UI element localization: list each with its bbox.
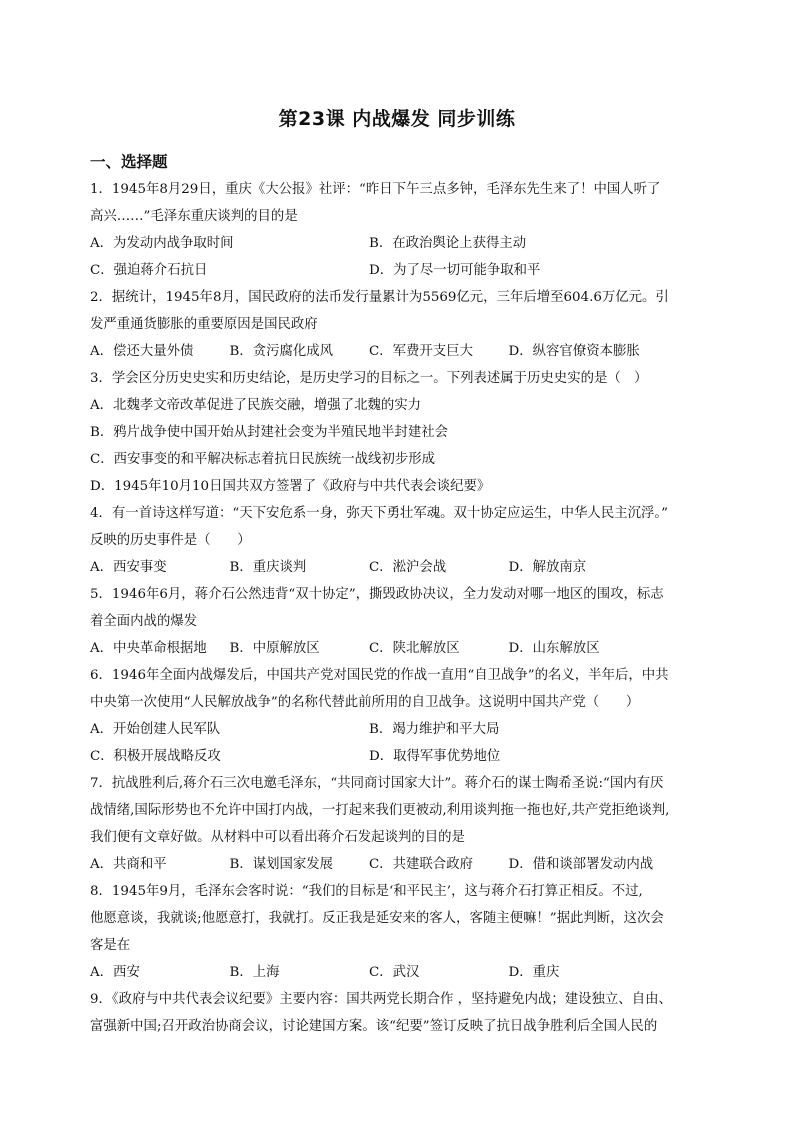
question-stem: 他愿意谈，我就谈;他愿意打，我就打。反正我是延安来的客人，客随主便嘛！”据此判断，这次会 xyxy=(90,911,664,926)
question-6 xyxy=(90,662,715,770)
option-c: C．军费开支巨大 xyxy=(369,344,473,359)
option-c: C．淞沪会战 xyxy=(369,560,447,575)
question-7 xyxy=(90,770,715,878)
question-stem: 3．学会区分历史史实和历史结论，是历史学习的目标之一。下列表述属于历史史实的是（ ） xyxy=(90,371,648,386)
question-5 xyxy=(90,581,715,662)
option-b: B．竭力维护和平大局 xyxy=(369,722,500,737)
page-title: 第23课 内战爆发 同步训练 xyxy=(278,108,516,130)
question-3 xyxy=(90,365,715,500)
options-row xyxy=(90,851,715,878)
question-stem: 2．据统计，1945年8月，国民政府的法币发行量累计为5569亿元，三年后增至604.6万亿元。引 xyxy=(90,290,669,305)
question-stem: 6．1946年全面内战爆发后，中国共产党对国民党的作战一直用“自卫战争”的名义，半年后，中共 xyxy=(90,668,669,683)
question-1 xyxy=(90,176,715,284)
option-c: C．陕北解放区 xyxy=(369,641,460,656)
question-stem: 着全面内战的爆发 xyxy=(90,614,198,629)
question-stem: 8．1945年9月，毛泽东会客时说：“我们的目标是‘和平民主’，这与蒋介石打算正相反。不过, xyxy=(90,884,643,899)
question-stem: 4．有一首诗这样写道：“天下安危系一身，弥天下勇壮军魂。双十协定应运生，中华人民主沉浮。” xyxy=(90,506,668,521)
option-d: D．解放南京 xyxy=(508,560,587,575)
option-c: C．积极开展战略反攻 xyxy=(90,749,221,764)
question-stem: 战情绪,国际形势也不允许中国打内战，一打起来我们更被动,利用谈判拖一拖也好,共产党拒绝谈判, xyxy=(90,803,670,818)
question-stem: 我们便有文章好做。从材料中可以看出蒋介石发起谈判的目的是 xyxy=(90,830,465,845)
question-stem: 7．抗战胜利后,蒋介石三次电邀毛泽东，“共同商讨国家大计”。蒋介石的谋士陶希圣说:“国内有厌 xyxy=(90,776,664,791)
question-4 xyxy=(90,500,715,581)
question-stem: 高兴……”毛泽东重庆谈判的目的是 xyxy=(90,209,298,224)
options-row xyxy=(90,716,715,743)
question-stem: 5．1946年6月，蒋介石公然违背“双十协定”，撕毁政协决议，全力发动对哪一地区的围攻，标志 xyxy=(90,587,664,602)
option-d: D．为了尽一切可能争取和平 xyxy=(369,263,541,278)
options-row xyxy=(90,959,715,986)
question-stem: 反映的历史事件是（ ） xyxy=(90,533,251,548)
question-stem: 中央第一次使用“人民解放战争”的名称代替此前所用的自卫战争。这说明中国共产党（ ） xyxy=(90,695,640,710)
option-b: B．贪污腐化成风 xyxy=(229,344,334,359)
option-b: B．在政治舆论上获得主动 xyxy=(369,236,527,251)
question-2 xyxy=(90,284,715,365)
option-d: D．重庆 xyxy=(508,965,560,980)
options-row xyxy=(90,635,715,662)
question-stem: 发严重通货膨胀的重要原因是国民政府 xyxy=(90,317,318,332)
options-row xyxy=(90,257,715,284)
option-b: B．鸦片战争使中国开始从封建社会变为半殖民地半封建社会 xyxy=(90,425,448,440)
option-a: A．西安事变 xyxy=(90,560,167,575)
option-a: A．开始创建人民军队 xyxy=(90,722,221,737)
option-d: D．借和谈部署发动内战 xyxy=(508,857,654,872)
option-b: B．重庆谈判 xyxy=(229,560,307,575)
option-a: A．北魏孝文帝改革促进了民族交融，增强了北魏的实力 xyxy=(90,398,422,413)
question-stem: 富强新中国;召开政治协商会议，讨论建国方案。该“纪要”签订反映了抗日战争胜利后全国人民的 xyxy=(90,1019,658,1034)
question-stem: 客是在 xyxy=(90,938,131,953)
options-row xyxy=(90,554,715,581)
option-a: A．为发动内战争取时间 xyxy=(90,236,234,251)
option-b: B．上海 xyxy=(229,965,280,980)
option-d: D．纵容官僚资本膨胀 xyxy=(508,344,640,359)
option-b: B．谋划国家发展 xyxy=(229,857,334,872)
section-heading: 一、选择题 xyxy=(90,153,168,171)
option-b: B．中原解放区 xyxy=(229,641,320,656)
question-9 xyxy=(90,986,715,1040)
option-a: A．共商和平 xyxy=(90,857,167,872)
options-row xyxy=(90,230,715,257)
question-8 xyxy=(90,878,715,986)
options-row xyxy=(90,743,715,770)
option-c: C．共建联合政府 xyxy=(369,857,473,872)
question-stem: 9．《政府与中共代表会议纪要》主要内容：国共两党长期合作 ，坚持避免内战；建设独立、自由、 xyxy=(90,992,672,1007)
option-d: D．取得军事优势地位 xyxy=(369,749,501,764)
option-a: A．西安 xyxy=(90,965,140,980)
option-d: D．山东解放区 xyxy=(508,641,600,656)
option-a: A．偿还大量外债 xyxy=(90,344,194,359)
option-a: A．中央革命根据地 xyxy=(90,641,207,656)
question-list xyxy=(90,176,715,1040)
option-c: C．强迫蒋介石抗日 xyxy=(90,263,208,278)
option-d: D．1945年10月10日国共双方签署了《政府与中共代表会谈纪要》 xyxy=(90,479,491,494)
question-stem: 1．1945年8月29日，重庆《大公报》社评：“昨日下午三点多钟，毛泽东先生来了！中国人听了 xyxy=(90,182,661,197)
option-c: C．武汉 xyxy=(369,965,420,980)
option-c: C．西安事变的和平解决标志着抗日民族统一战线初步形成 xyxy=(90,452,436,467)
options-row xyxy=(90,338,715,365)
